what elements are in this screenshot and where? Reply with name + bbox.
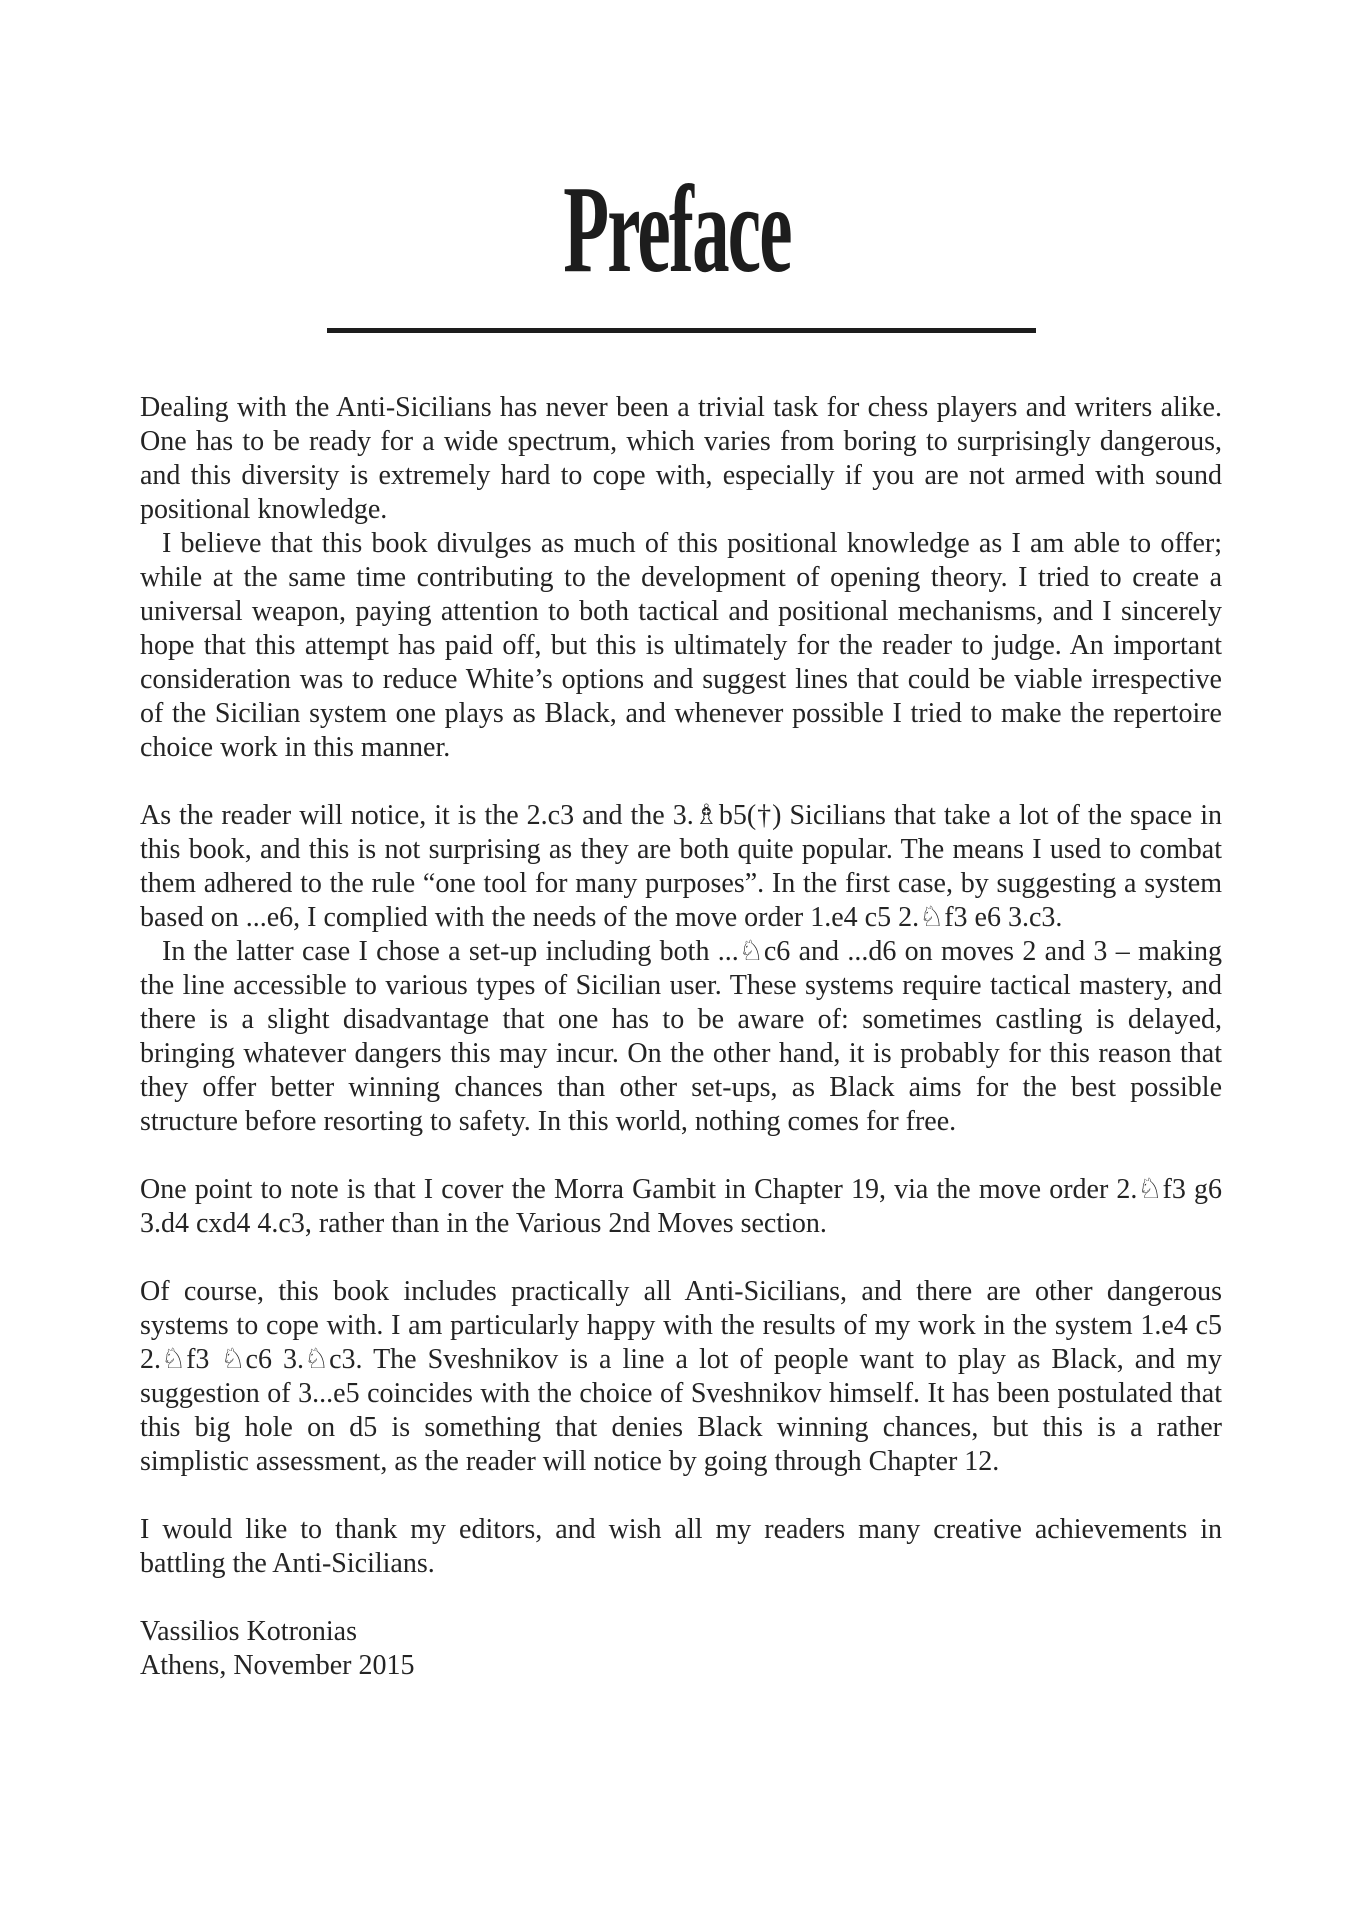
signature-author: Vassilios Kotronias bbox=[140, 1616, 357, 1647]
preface-body bbox=[140, 391, 1222, 1683]
paragraph-as-the-reader: As the reader will notice, it is the 2.c3 and the 3.♗b5(†) Sicilians that take a lot of the space in this book, and this is not surprising as they are both quite popular. The means I used to combat them adhered to the rule “one tool for many purposes”. In the first case, by suggesting a system based on ...e6, I complied with the needs of the move order 1.e4 c5 2.♘f3 e6 3.c3. bbox=[140, 800, 1222, 933]
signature-place-date: Athens, November 2015 bbox=[140, 1650, 415, 1681]
paragraph-dealing: Dealing with the Anti-Sicilians has never been a trivial task for chess players and writers alike. One has to be ready for a wide spectrum, which varies from boring to surprisingly dangerous, and this diversity is extremely hard to cope with, especially if you are not armed with sound positional knowledge. bbox=[140, 392, 1222, 525]
paragraph-in-the-latter-case: In the latter case I chose a set-up including both ...♘c6 and ...d6 on moves 2 and 3 – making the line accessible to various types of Sicilian user. These systems require tactical mastery, and there is a slight disadvantage that one has to be aware of: sometimes castling is delayed, bringing whatever dangers this may incur. On the other hand, it is probably for this reason that they offer better winning chances than other set-ups, as Black aims for the best possible structure before resorting to safety. In this world, nothing comes for free. bbox=[140, 936, 1222, 1137]
page-title: Preface bbox=[563, 161, 791, 299]
paragraph-i-believe: I believe that this book divulges as much of this positional knowledge as I am able to offer; while at the same time contributing to the development of opening theory. I tried to create a universal weapon, paying attention to both tactical and positional mechanisms, and I sincerely hope that this attempt has paid off, but this is ultimately for the reader to judge. An important consideration was to reduce White’s options and suggest lines that could be viable irrespective of the Sicilian system one plays as Black, and whenever possible I tried to make the repertoire choice work in this manner. bbox=[140, 528, 1222, 763]
signature-block bbox=[140, 1615, 1222, 1683]
paragraph-one-point: One point to note is that I cover the Morra Gambit in Chapter 19, via the move order 2.♘f3 g6 3.d4 cxd4 4.c3, rather than in the Various 2nd Moves section. bbox=[140, 1174, 1222, 1239]
paragraph-of-course: Of course, this book includes practically all Anti-Sicilians, and there are other dangerous systems to cope with. I am particularly happy with the results of my work in the system 1.e4 c5 2.♘f3 ♘c6 3.♘c3. The Sveshnikov is a line a lot of people want to play as Black, and my suggestion of 3...e5 coincides with the choice of Sveshnikov himself. It has been postulated that this big hole on d5 is something that denies Black winning chances, but this is a rather simplistic assessment, as the reader will notice by going through Chapter 12. bbox=[140, 1276, 1222, 1477]
paragraph-thanks: I would like to thank my editors, and wish all my readers many creative achievements in battling the Anti-Sicilians. bbox=[140, 1514, 1222, 1579]
title-divider bbox=[327, 328, 1036, 333]
